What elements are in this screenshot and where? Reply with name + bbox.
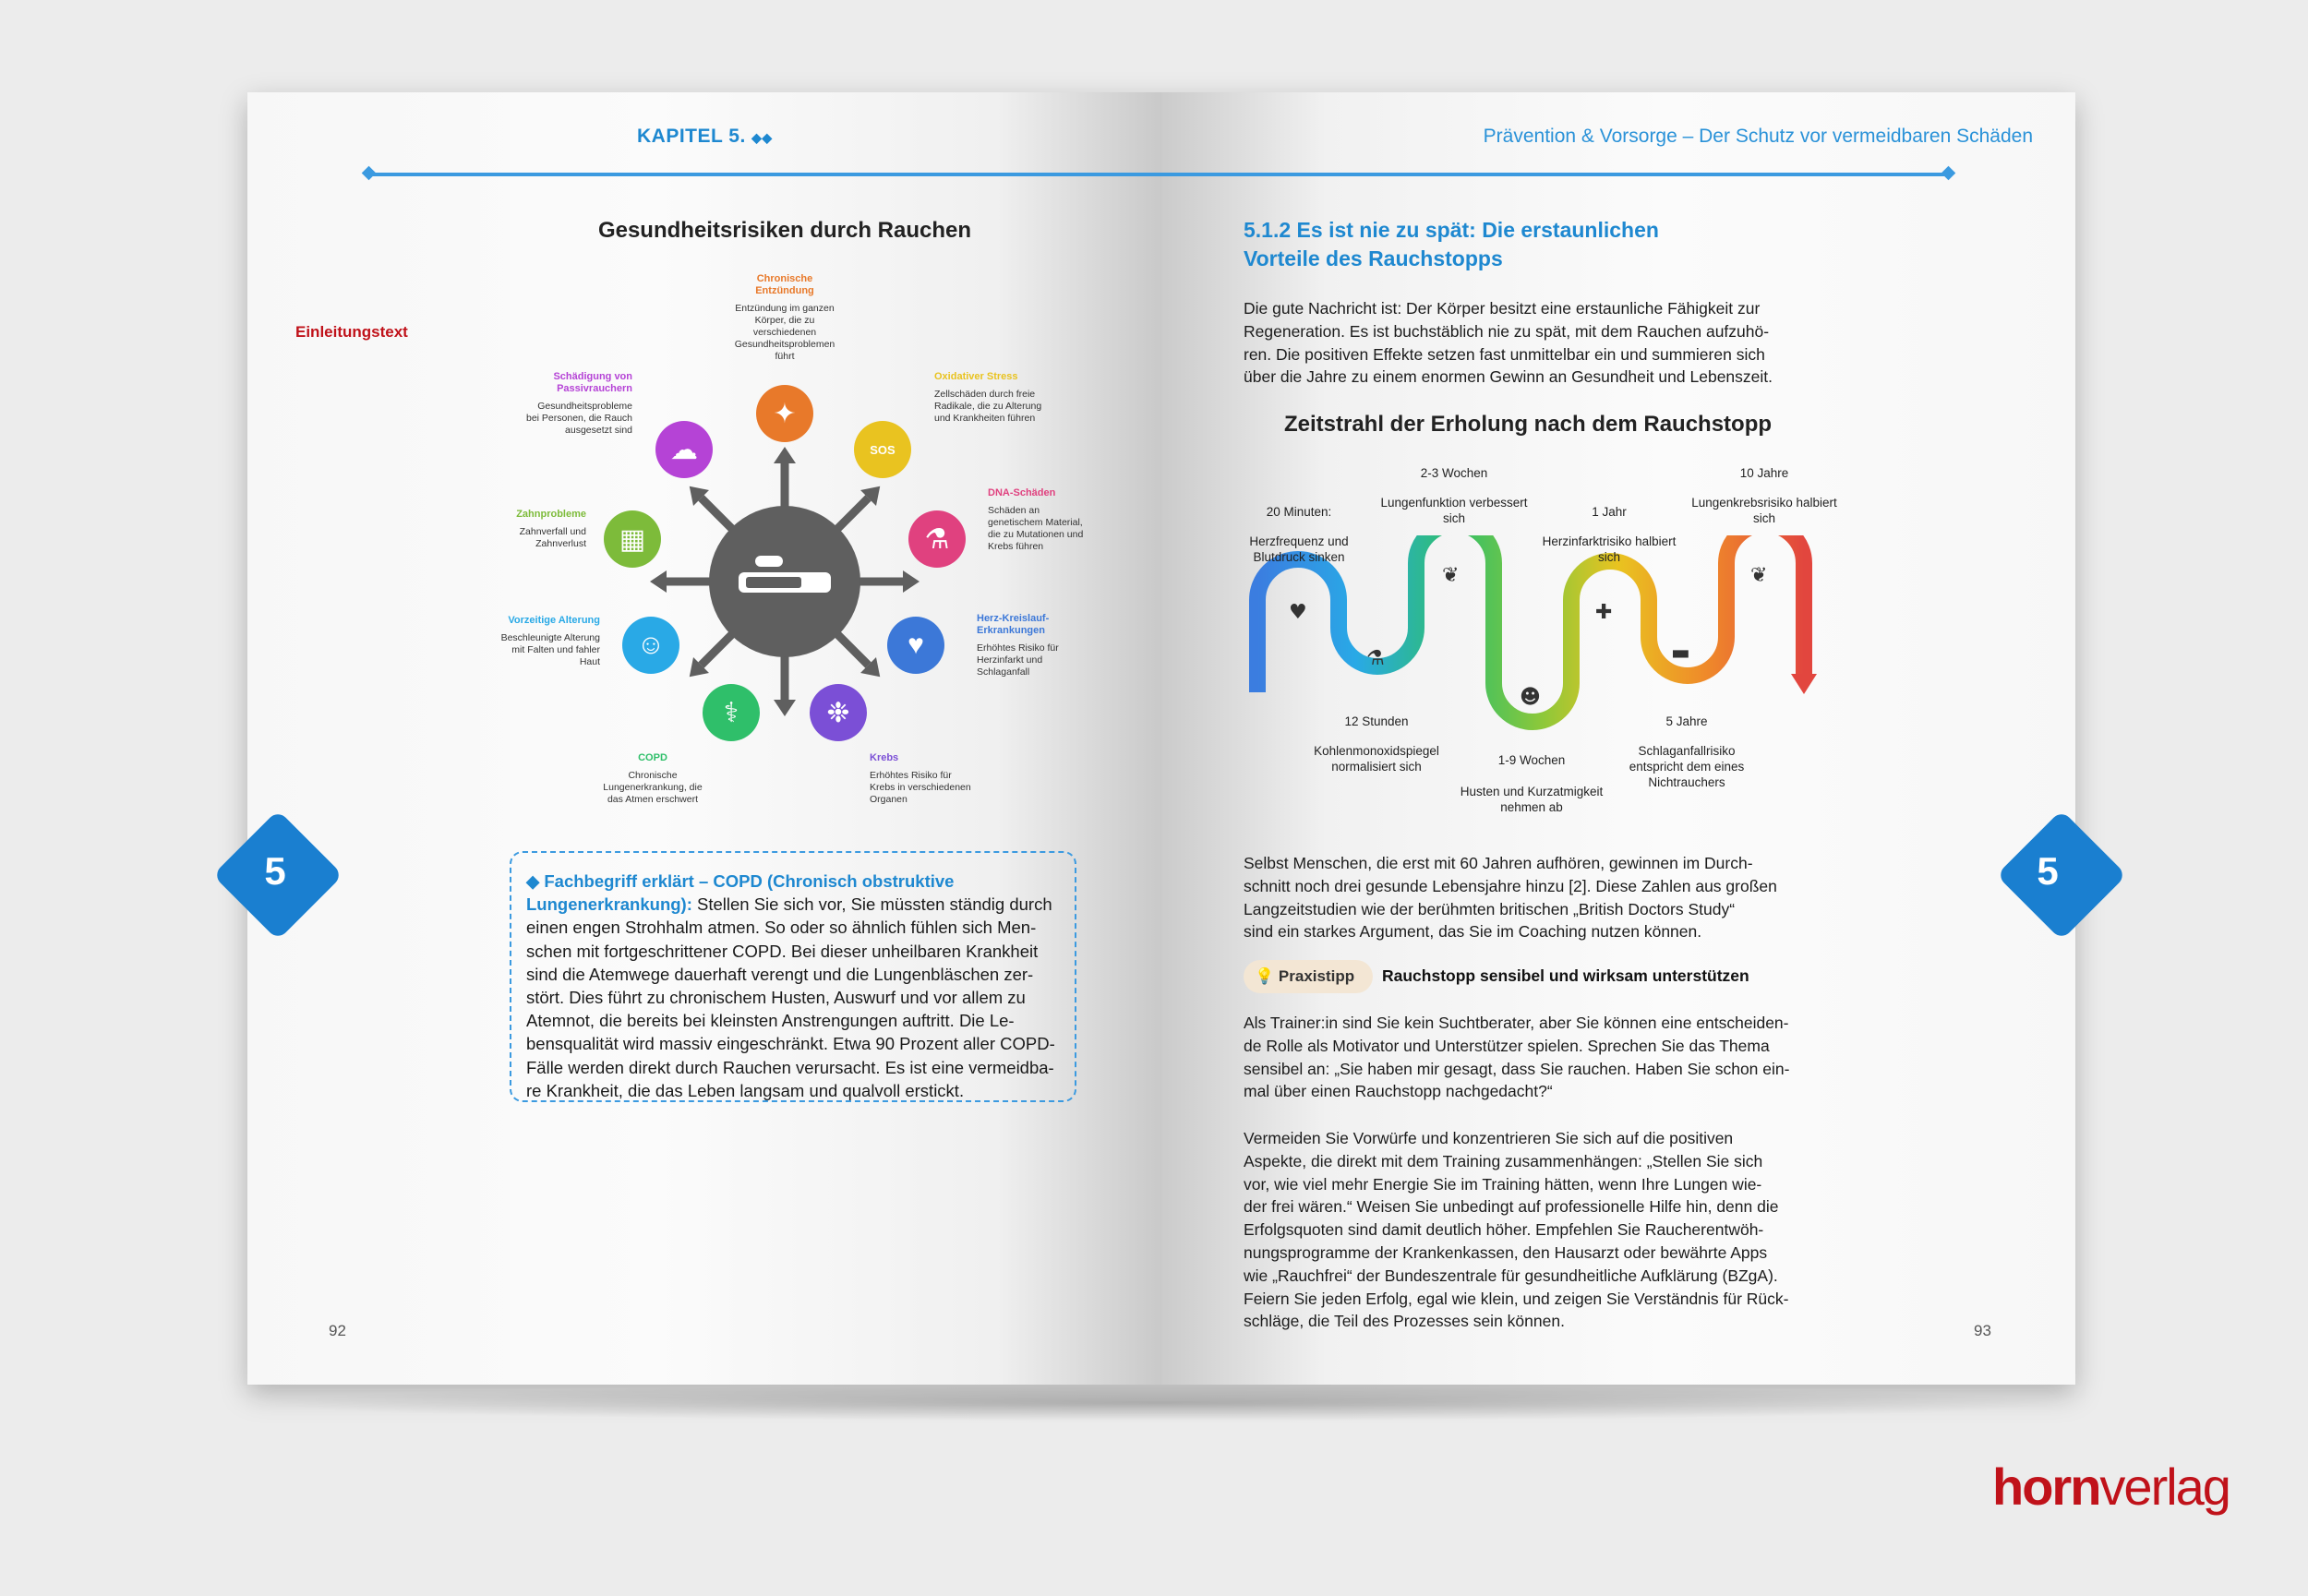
timeline-time: 10 Jahre (1739, 466, 1789, 480)
text-line: schläge, die Teil des Prozesses sein können. (1244, 1312, 1565, 1331)
inflammation-icon: ✦ (756, 385, 813, 442)
heart-report-icon: ✚ (1595, 601, 1613, 624)
risk-title: DNA-Schäden (988, 487, 1056, 498)
hub-arrowhead (774, 447, 796, 463)
risk-label (480, 509, 586, 550)
timeline-benefit: Husten und Kurzatmigkeit nehmen ab (1460, 785, 1604, 814)
lung-protect-icon: ❦ (1750, 564, 1768, 587)
risk-description: Chronische Lungenerkrankung, die das Atmen erschwert (603, 770, 703, 805)
heart-pulse-icon: ♥ (1289, 601, 1307, 624)
timeline-time: 1 Jahr (1592, 505, 1627, 519)
timeline-benefit: Lungenfunktion verbessert sich (1380, 496, 1528, 525)
dna-icon: ⚗ (908, 510, 966, 568)
logo-light: verlag (2099, 1458, 2230, 1516)
tip-badge (1244, 960, 1373, 993)
definition-line: einen engen Strohhalm atmen. So oder so ähnlich fühlen sich Men- (526, 918, 1037, 938)
paragraph-tip (1244, 1012, 1812, 1103)
teeth-icon: ▦ (604, 510, 661, 568)
hub-arrowhead (774, 700, 796, 716)
text-line: Selbst Menschen, die erst mit 60 Jahren aufhören, gewinnen im Durch- (1244, 854, 1753, 872)
left-page (247, 92, 1161, 1385)
text-line: Feiern Sie jeden Erfolg, egal wie klein, und zeigen Sie Verständnis für Rück- (1244, 1289, 1789, 1308)
text-line: mal über einen Rauchstopp nachgedacht?“ (1244, 1082, 1553, 1101)
text-line: nungsprogramme der Krankenkassen, den Hausarzt oder bewährte Apps (1244, 1242, 1768, 1262)
tip-title: Rauchstopp sensibel und wirksam unterstützen (1382, 966, 1749, 985)
definition-line: bensqualität wird massiv eingeschränkt. Etwa 90 Prozent aller COPD- (526, 1034, 1055, 1054)
chapter-thumb-left-number: 5 (264, 849, 286, 893)
risk-label (977, 613, 1078, 678)
timeline-benefit: Lungenkrebsrisiko halbiert sich (1691, 496, 1837, 525)
text-line: vor, wie viel mehr Energie Sie im Training hätten, wenn Ihre Lungen wie- (1244, 1174, 1762, 1194)
hub-arrow (835, 498, 868, 530)
cigarette-stop-icon: ▬ (1671, 642, 1690, 665)
risk-description: Zellschäden durch freie Radikale, die zu Alterung und Krankheiten führen (934, 389, 1042, 424)
text-line: Erfolgsquoten sind damit deutlich höher. Empfehlen Sie Raucherentwöh- (1244, 1220, 1764, 1240)
risk-label (729, 273, 840, 363)
risk-description: Zahnverfall und Zahnverlust (519, 526, 586, 549)
risk-title: Oxidativer Stress (934, 371, 1018, 382)
text-line: der frei wären.“ Weisen Sie unbedingt auf professionelle Hilfe hin, denn die (1244, 1197, 1779, 1217)
section-heading-line: 5.1.2 Es ist nie zu spät: Die erstaunlichen (1244, 218, 1659, 242)
text-line: sind ein starkes Argument, das Sie im Coaching nutzen können. (1244, 922, 1702, 942)
page-number-right: 93 (1974, 1322, 1991, 1339)
text-line: über die Jahre zu einem enormen Gewinn an Gesundheit und Lebenszeit. (1244, 367, 1773, 387)
risk-description: Entzündung im ganzen Körper, die zu verschiedenen Gesundheitsproblemen führt (734, 303, 835, 362)
definition-term: ◆ Fachbegriff erklärt – COPD (Chronisch obstruktive Lungenerkrankung): (526, 871, 955, 915)
diamond-icon: ◆◆ (751, 130, 773, 145)
timeline-benefit: Herzinfarktrisiko halbiert sich (1542, 534, 1677, 564)
timeline-time: 2-3 Wochen (1420, 466, 1488, 480)
book-shadow (247, 1385, 2075, 1422)
hub-arrow (835, 632, 868, 665)
definition-box (510, 851, 1076, 1102)
risk-title: Schädigung von Passivrauchern (553, 371, 632, 394)
lightbulb-icon: 💡 (1255, 967, 1275, 985)
co-sensor-icon: ⚗ (1366, 647, 1385, 670)
risk-description: Beschleunigte Alterung mit Falten und fahler Haut (500, 632, 600, 667)
risk-title: Zahnprobleme (516, 509, 586, 520)
timeline-time: 20 Minuten: (1266, 505, 1332, 519)
text-line: Langzeitstudien wie der berühmten britischen „British Doctors Study“ (1244, 899, 1736, 918)
risk-title: Krebs (870, 752, 899, 763)
text-line: Aspekte, die direkt mit dem Training zusammenhängen: „Stellen Sie sich (1244, 1151, 1763, 1170)
text-line: de Rolle als Motivator und Unterstützer spielen. Sprechen Sie das Thema (1244, 1036, 1770, 1055)
paragraph-study (1244, 852, 1812, 943)
timeline-time: 12 Stunden (1344, 714, 1409, 728)
section-heading-line: Vorteile des Rauchstopps (1244, 246, 1503, 270)
risk-description: Schäden an genetischem Material, die zu Mutationen und Krebs führen (988, 505, 1084, 552)
chapter-thumb-right-number: 5 (2037, 849, 2059, 893)
timeline-time: 1-9 Wochen (1497, 753, 1566, 767)
risk-label (602, 752, 703, 806)
face-icon: ☺ (622, 617, 679, 674)
risk-title: Vorzeitige Alterung (508, 615, 600, 626)
risk-label (988, 487, 1089, 553)
risk-description: Erhöhtes Risiko für Krebs in verschiedenen Organen (870, 770, 971, 805)
timeline-benefit: Schlaganfallrisiko entspricht dem eines Nichtrauchers (1629, 744, 1745, 789)
definition-line: schen mit fortgeschrittener COPD. Bei dieser unheilbaren Krankheit (526, 941, 1039, 961)
risk-description: Gesundheitsprobleme bei Personen, die Rauch ausgesetzt sind (526, 401, 632, 436)
cough-icon: ☻ (1520, 686, 1541, 709)
text-line: sensibel an: „Sie haben mir gesagt, dass Sie rauchen. Haben Sie schon ein- (1244, 1059, 1790, 1078)
definition-line: stört. Dies führt zu chronischem Husten, Auswurf und vor allem zu (526, 988, 1026, 1008)
definition-line: Stellen Sie sich vor, Sie müssten ständig durch (691, 894, 1052, 915)
risk-label (934, 371, 1045, 425)
hub-arrowhead (903, 570, 920, 593)
timeline-benefit: Kohlenmonoxidspiegel normalisiert sich (1314, 744, 1439, 774)
timeline-time: 5 Jahre (1665, 714, 1708, 728)
chapter-label: KAPITEL 5. ◆◆ (637, 126, 773, 147)
logo-bold: horn (1992, 1458, 2100, 1516)
risk-label (870, 752, 971, 806)
paragraph-intro (1244, 297, 1812, 389)
text-line: ren. Die positiven Effekte setzen fast unmittelbar ein und summieren sich (1244, 344, 1765, 364)
hub-arrow (701, 498, 733, 530)
lungs-icon: ❦ (1442, 564, 1460, 587)
risk-title: Herz-Kreislauf-Erkrankungen (977, 613, 1050, 636)
text-line: Als Trainer:in sind Sie kein Suchtberater, aber Sie können eine entscheiden- (1244, 1014, 1789, 1032)
risk-title: Chronische Entzündung (755, 273, 814, 296)
section-heading (1244, 216, 1659, 273)
risk-title: COPD (638, 752, 667, 763)
definition-line: Atemnot, die bereits bei kleinsten Anstrengungen auftritt. Die Le- (526, 1011, 1015, 1031)
definition-line: re Krankheit, die das Leben langsam und qualvoll erstickt. (526, 1080, 965, 1100)
passive-smoke-icon: ☁ (655, 421, 713, 478)
risk-label (499, 615, 600, 668)
page-number-left: 92 (329, 1322, 346, 1339)
infographic-title: Gesundheitsrisiken durch Rauchen (597, 218, 972, 243)
risk-label (526, 371, 632, 437)
timeline-benefit: Herzfrequenz und Blutdruck sinken (1249, 534, 1349, 564)
text-line: wie „Rauchfrei“ der Bundeszentrale für gesundheitliche Aufklärung (BZgA). (1244, 1266, 1778, 1285)
header-rule (369, 173, 1948, 176)
cancer-cell-icon: ❉ (810, 684, 867, 741)
text-line: schnitt noch drei gesunde Lebensjahre hinzu [2]. Diese Zahlen aus großen (1244, 876, 1777, 895)
risk-hub-diagram (646, 443, 923, 720)
text-line: Regeneration. Es ist buchstäblich nie zu spät, mit dem Rauchen aufzuhö- (1244, 321, 1770, 341)
timeline-arrowhead (1791, 674, 1817, 694)
risk-description: Erhöhtes Risiko für Herzinfarkt und Schlaganfall (977, 642, 1059, 678)
hub-arrow (701, 632, 733, 665)
timeline-title: Zeitstrahl der Erholung nach dem Rauchstopp (1283, 412, 1773, 437)
publisher-logo (1992, 1457, 2230, 1517)
sos-icon: SOS (854, 421, 911, 478)
lungs-icon: ⚕ (703, 684, 760, 741)
text-line: Die gute Nachricht ist: Der Körper besitzt eine erstaunliche Fähigkeit zur (1244, 299, 1761, 318)
heart-search-icon: ♥ (887, 617, 944, 674)
definition-line: Fälle werden direkt durch Rauchen verursacht. Es ist eine vermeidba- (526, 1057, 1054, 1077)
intro-label: Einleitungstext (295, 323, 408, 341)
running-head: Prävention & Vorsorge – Der Schutz vor vermeidbaren Schäden (1483, 126, 2033, 147)
text-line: Vermeiden Sie Vorwürfe und konzentrieren Sie sich auf die positiven (1244, 1129, 1734, 1147)
definition-line: sind die Atemwege dauerhaft verengt und die Lungenbläschen zer- (526, 964, 1034, 984)
hub-arrowhead (650, 570, 667, 593)
paragraph-advice (1244, 1127, 1812, 1333)
tip-badge-label: Praxistipp (1278, 967, 1355, 985)
